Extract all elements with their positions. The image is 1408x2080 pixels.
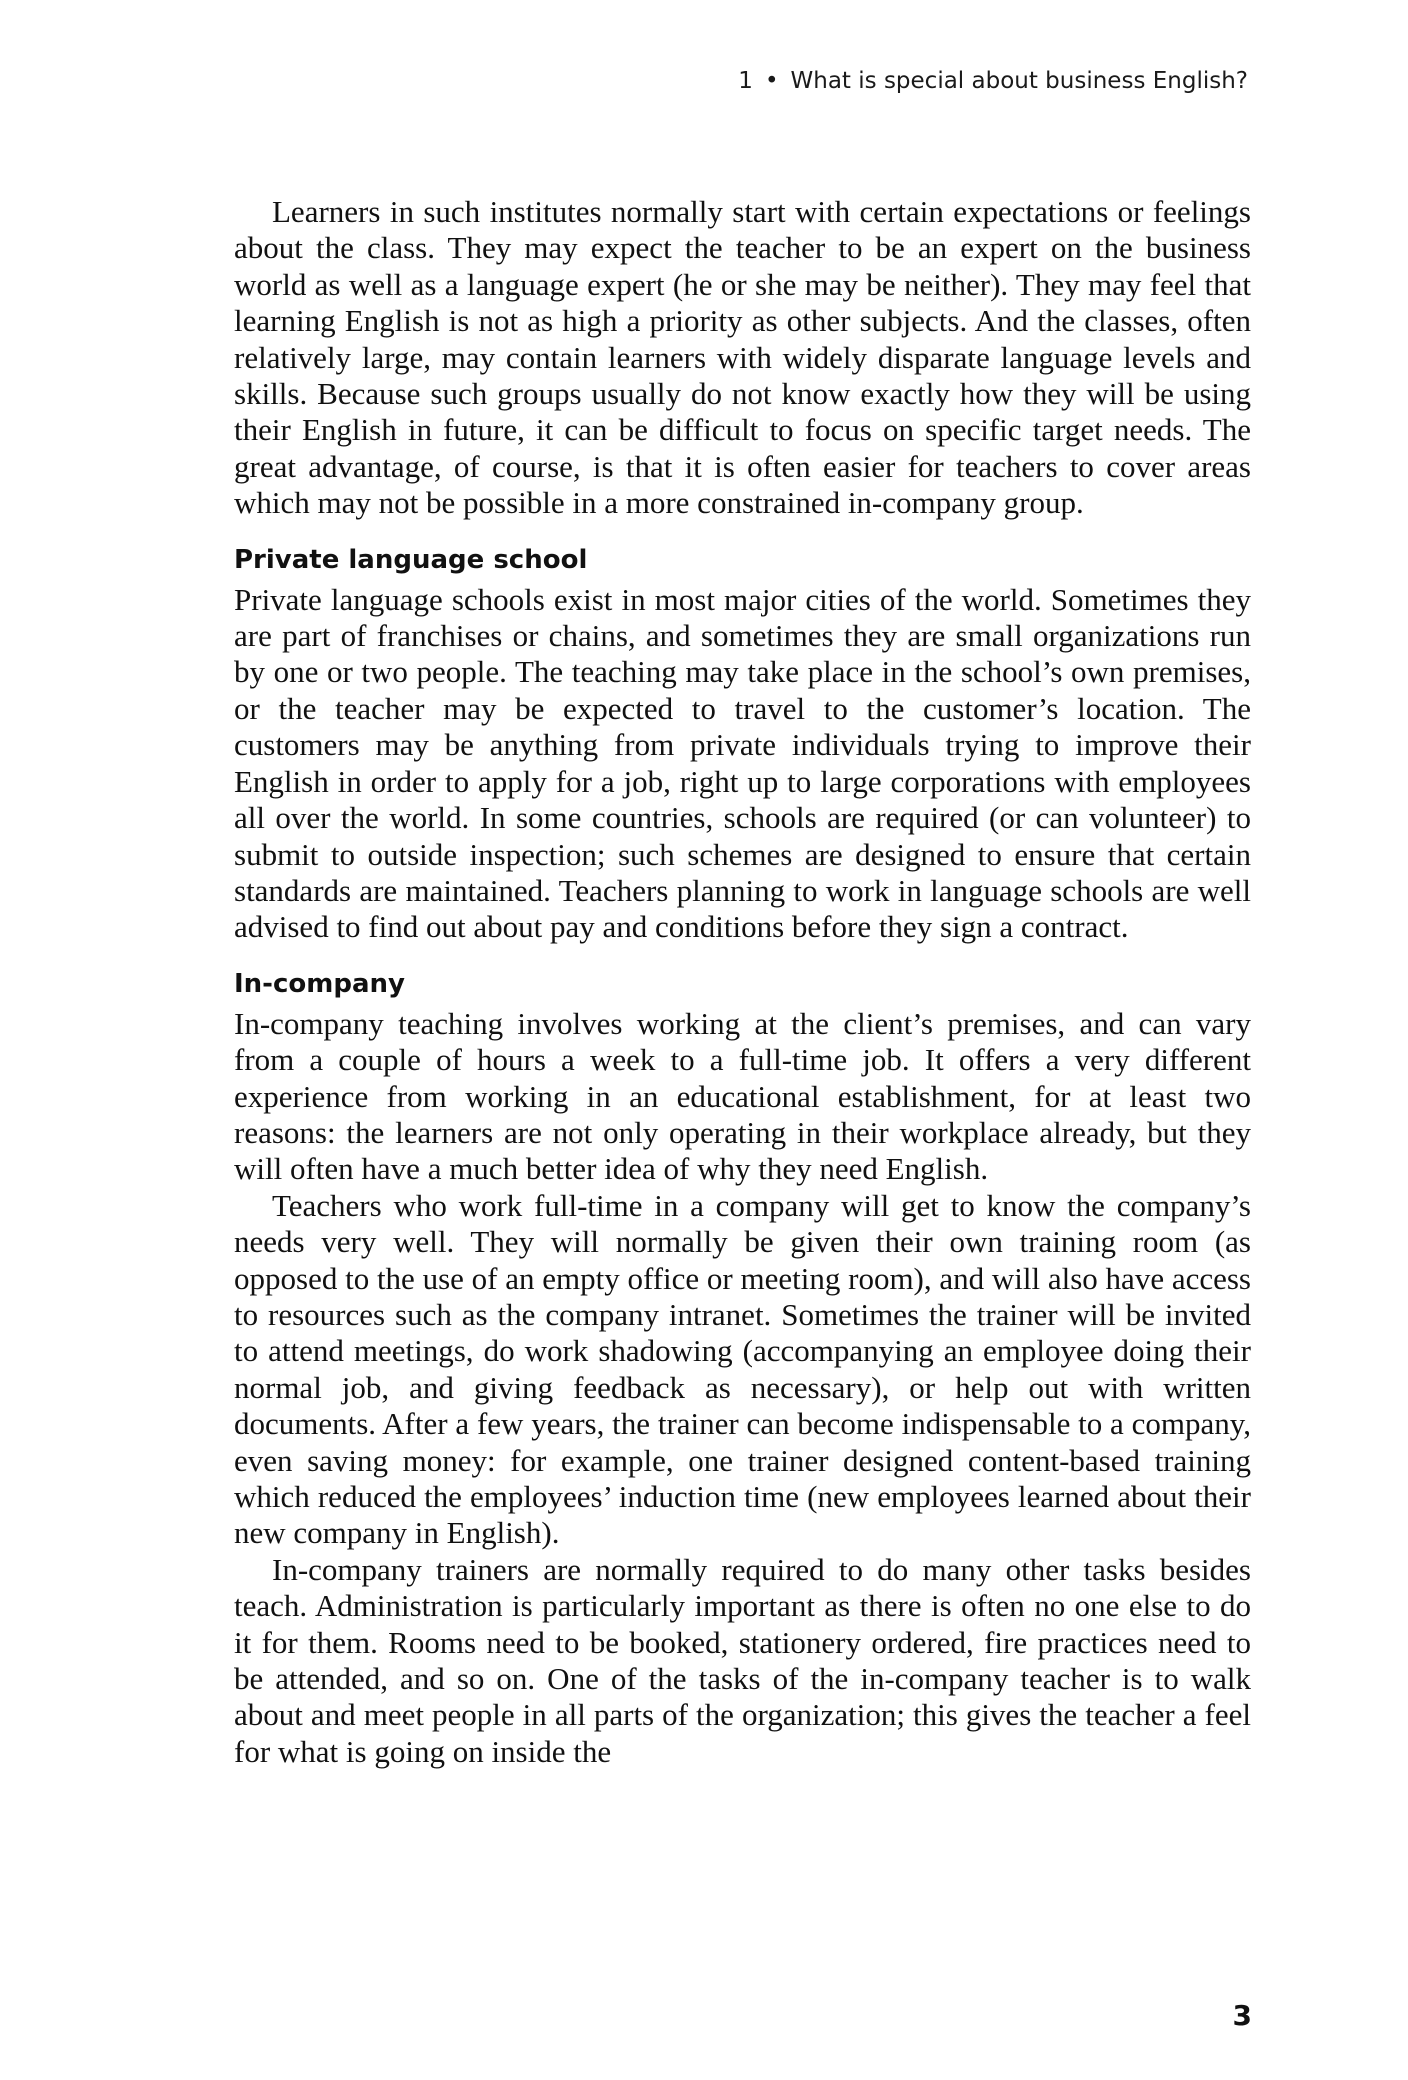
page-number: 3 bbox=[1232, 1999, 1252, 2032]
intro-paragraph: Learners in such institutes normally start with certain expectations or feelings about the class. They may expect the teacher to be an expert on the business world as well as a language expert (he or she may be neither). They may feel that learning English is not as high a priority as other subjects. And the classes, often relatively large, may contain learners with widely disparate language levels and skills. Because such groups usually do not know exactly how they will be using their English in future, it can be difficult to focus on specific target needs. The great advantage, of course, is that it is often easier for teachers to cover areas which may not be possible in a more constrained in-company group. bbox=[234, 194, 1251, 521]
chapter-number: 1 bbox=[738, 68, 753, 94]
section-heading-private-language-school: Private language school bbox=[234, 544, 588, 575]
section-heading-in-company: In-company bbox=[234, 968, 405, 999]
running-head bbox=[738, 68, 1248, 94]
section-paragraph: Teachers who work full-time in a company will get to know the company’s needs very well. They will normally be given their own training room (as opposed to the use of an empty office or meeting room), and will also have access to resources such as the company intranet. Sometimes the trainer will be invited to attend meetings, do work shadowing (accompanying an employee doing their normal job, and giving feedback as necessary), or help out with written documents. After a few years, the trainer can become indispensable to a company, even saving money: for example, one trainer designed content-based training which reduced the employees’ induction time (new employees learned about their new company in English). bbox=[234, 1187, 1251, 1551]
body-text-column bbox=[234, 194, 1251, 1770]
section-paragraph: In-company teaching involves working at the client’s premises, and can vary from a couple of hours a week to a full-time job. It offers a very different experience from working in an educational establishment, for at least two reasons: the learners are not only operating in their workplace already, but they will often have a much better idea of why they need English. bbox=[234, 1005, 1251, 1187]
section-paragraph: Private language schools exist in most major cities of the world. Sometimes they are part of franchises or chains, and sometimes they are small organizations run by one or two people. The teaching may take place in the school’s own premises, or the teacher may be expected to travel to the customer’s location. The customers may be anything from private individuals trying to improve their English in order to apply for a job, right up to large corporations with employees all over the world. In some countries, schools are required (or can volunteer) to submit to outside inspection; such schemes are designed to ensure that certain standards are maintained. Teachers planning to work in language schools are well advised to find out about pay and conditions before they sign a contract. bbox=[234, 581, 1251, 945]
bullet-separator: • bbox=[764, 68, 779, 94]
section-paragraph: In-company trainers are normally required to do many other tasks besides teach. Administration is particularly important as there is often no one else to do it for them. Rooms need to be booked, stationery ordered, fire practices need to be attended, and so on. One of the tasks of the in-company teacher is to walk about and meet people in all parts of the organization; this gives the teacher a feel for what is going on inside the bbox=[234, 1551, 1251, 1769]
chapter-title: What is special about business English? bbox=[790, 68, 1248, 94]
